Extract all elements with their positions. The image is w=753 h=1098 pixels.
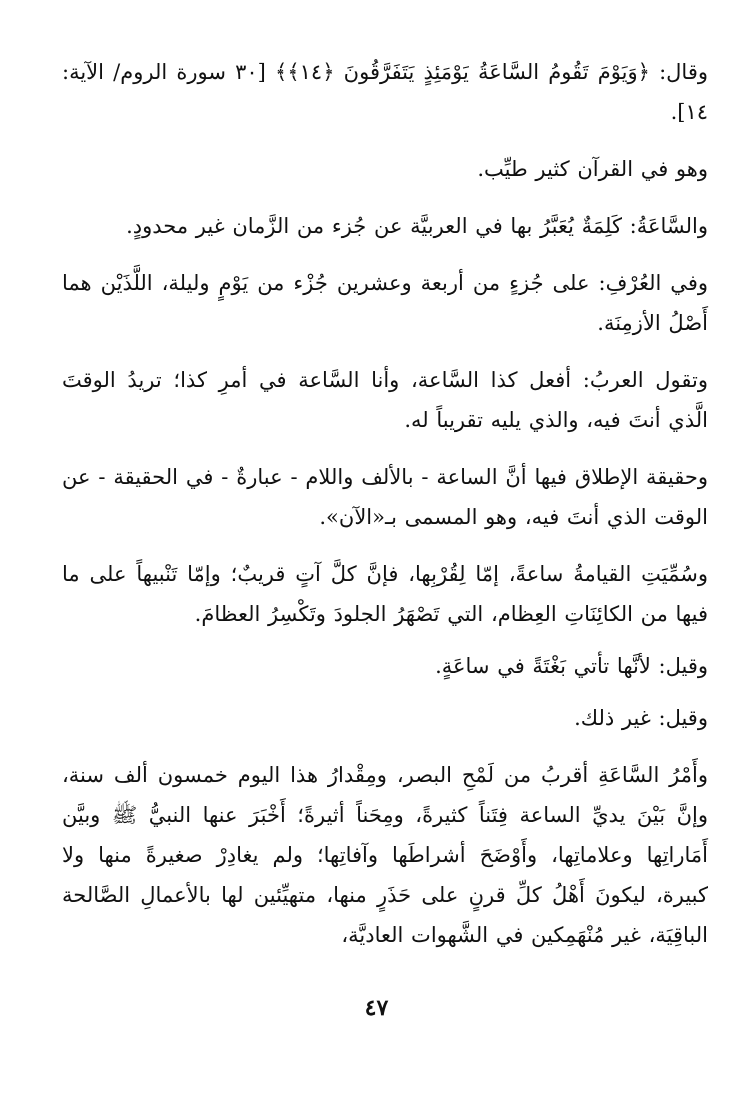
paragraph-urf: وفي العُرْفِ: على جُزءٍ من أربعة وعشرين جُزْء من يَوْمٍ وليلة، اللَّذَيْن هما أَصْلُ الأزمِنَة.	[62, 271, 708, 335]
paragraph-arab-usage: وتقول العربُ: أفعل كذا السَّاعة، وأنا السَّاعة في أمرِ كذا؛ تريدُ الوقتَ الَّذي أنتَ فيه، والذي يليه تقريباً له.	[62, 368, 708, 432]
paragraph-signs-of-hour: وأَمْرُ السَّاعَةِ أقربُ من لَمْحِ البصر، ومِقْدارُ هذا اليوم خمسون ألف سنة، وإنَّ بَيْنَ يديِّ الساعة فِتَناً كثيرةً، ومِحَناً أثيرةً؛ أَخْبَرَ عنها النبيُّ ﷺ وبيَّن أَمَاراتِها وعلاماتِها، وأَوْضَحَ أشراطَها وآفاتِها؛ ولم يغادِرْ صغيرةً منها ولا كبيرة، ليكونَ أَهْلُ كلِّ قرنٍ على حَذَرٍ منها، متهيِّئين لها بالأعمالِ الصَّالحة الباقِيَة، غير مُنْهَمِكين في الشَّهوات العاديَّة،	[62, 763, 708, 947]
paragraph-quran-note: وهو في القرآن كثير طيِّب.	[477, 157, 708, 181]
paragraph-naming-reason: وسُمِّيَتِ القيامةُ ساعةً، إمّا لِقُرْبِها، فإنَّ كلَّ آتٍ قريبٌ؛ وإمّا تَنْبيهاً على ما فيها من الكائِنَاتِ العِظام، التي تَصْهَرُ الجلودَ وتَكْسِرُ العظامَ.	[62, 562, 708, 626]
page-body	[62, 52, 708, 955]
paragraph-suddenness: وقيل: لأنَّها تأتي بَغْتَةً في ساعَةٍ.	[435, 654, 708, 678]
paragraph-saah-definition: والسَّاعَةُ: كَلِمَةٌ يُعَبَّرُ بها في العربيَّة عن جُزء من الزَّمان غير محدودٍ.	[126, 214, 708, 238]
paragraph-other-view: وقيل: غير ذلك.	[574, 706, 708, 730]
paragraph-verse-citation: وقال: ﴿وَيَوْمَ تَقُومُ السَّاعَةُ يَوْمَئِذٍ يَتَفَرَّقُونَ ﴿١٤﴾﴾ [٣٠ سورة الروم/ الآية: ١٤].	[62, 60, 708, 124]
paragraph-literal-meaning: وحقيقة الإطلاق فيها أنَّ الساعة - بالألف واللام - عبارةٌ - في الحقيقة - عن الوقت الذي أنتَ فيه، وهو المسمى بـ«الآن».	[62, 465, 708, 529]
page-number: ٤٧	[364, 995, 389, 1021]
